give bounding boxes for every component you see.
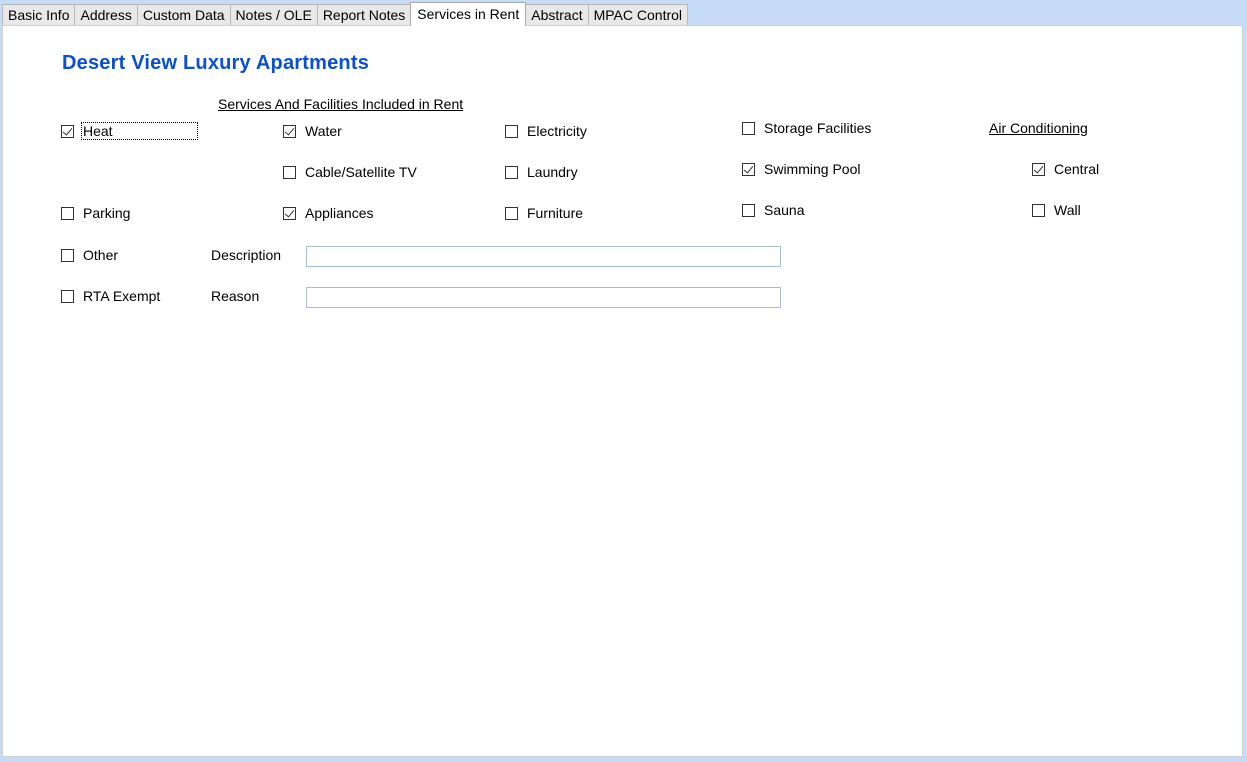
swimming-pool-checkbox-box[interactable] (742, 163, 755, 176)
tab-strip (2, 2, 687, 25)
cable-tv-label: Cable/Satellite TV (305, 164, 417, 180)
laundry-checkbox-box[interactable] (505, 166, 518, 179)
page-title: Desert View Luxury Apartments (62, 52, 370, 74)
storage-facilities-checkbox[interactable] (742, 120, 871, 136)
water-label: Water (305, 123, 342, 139)
ac-central-checkbox-box[interactable] (1032, 163, 1045, 176)
tab-report-notes[interactable]: Report Notes (317, 4, 411, 25)
heat-checkbox[interactable] (61, 123, 197, 139)
reason-label: Reason (211, 288, 260, 304)
cable-tv-checkbox-box[interactable] (283, 166, 296, 179)
parking-checkbox-box[interactable] (61, 207, 74, 220)
water-checkbox-box[interactable] (283, 125, 296, 138)
furniture-checkbox[interactable] (505, 205, 583, 221)
rta-exempt-label: RTA Exempt (83, 288, 161, 304)
reason-input[interactable] (306, 287, 781, 308)
electricity-checkbox-box[interactable] (505, 125, 518, 138)
rta-exempt-checkbox-box[interactable] (61, 290, 74, 303)
other-checkbox-box[interactable] (61, 249, 74, 262)
furniture-label: Furniture (527, 205, 584, 221)
appliances-checkbox-box[interactable] (283, 207, 296, 220)
heat-checkbox-box[interactable] (61, 125, 74, 138)
services-section-heading: Services And Facilities Included in Rent (218, 96, 464, 112)
ac-wall-label: Wall (1054, 202, 1081, 218)
description-label: Description (211, 247, 282, 263)
cable-tv-checkbox[interactable] (283, 164, 417, 180)
ac-wall-checkbox[interactable] (1032, 202, 1081, 218)
parking-checkbox[interactable] (61, 205, 130, 221)
ac-wall-checkbox-box[interactable] (1032, 204, 1045, 217)
tab-mpac-control[interactable]: MPAC Control (588, 4, 688, 25)
rta-exempt-checkbox[interactable] (61, 288, 160, 304)
tab-basic-info[interactable]: Basic Info (2, 4, 75, 25)
sauna-label: Sauna (764, 202, 805, 218)
tab-services-in-rent[interactable]: Services in Rent (410, 2, 526, 26)
electricity-label: Electricity (527, 123, 587, 139)
storage-facilities-label: Storage Facilities (764, 120, 872, 136)
laundry-label: Laundry (527, 164, 578, 180)
other-checkbox[interactable] (61, 247, 118, 263)
swimming-pool-checkbox[interactable] (742, 161, 860, 177)
description-input[interactable] (306, 246, 781, 267)
ac-central-checkbox[interactable] (1032, 161, 1099, 177)
sauna-checkbox-box[interactable] (742, 204, 755, 217)
furniture-checkbox-box[interactable] (505, 207, 518, 220)
storage-facilities-checkbox-box[interactable] (742, 122, 755, 135)
swimming-pool-label: Swimming Pool (764, 161, 861, 177)
electricity-checkbox[interactable] (505, 123, 587, 139)
air-conditioning-heading: Air Conditioning (989, 120, 1088, 136)
tab-abstract[interactable]: Abstract (525, 4, 588, 25)
water-checkbox[interactable] (283, 123, 342, 139)
tab-notes-ole[interactable]: Notes / OLE (230, 4, 318, 25)
heat-label: Heat (82, 123, 197, 139)
appliances-checkbox[interactable] (283, 205, 374, 221)
other-label: Other (83, 247, 119, 263)
services-panel (2, 25, 1243, 757)
appliances-label: Appliances (305, 205, 374, 221)
tab-custom-data[interactable]: Custom Data (137, 4, 231, 25)
sauna-checkbox[interactable] (742, 202, 804, 218)
parking-label: Parking (83, 205, 131, 221)
tab-address[interactable]: Address (74, 4, 137, 25)
laundry-checkbox[interactable] (505, 164, 578, 180)
ac-central-label: Central (1054, 161, 1100, 177)
